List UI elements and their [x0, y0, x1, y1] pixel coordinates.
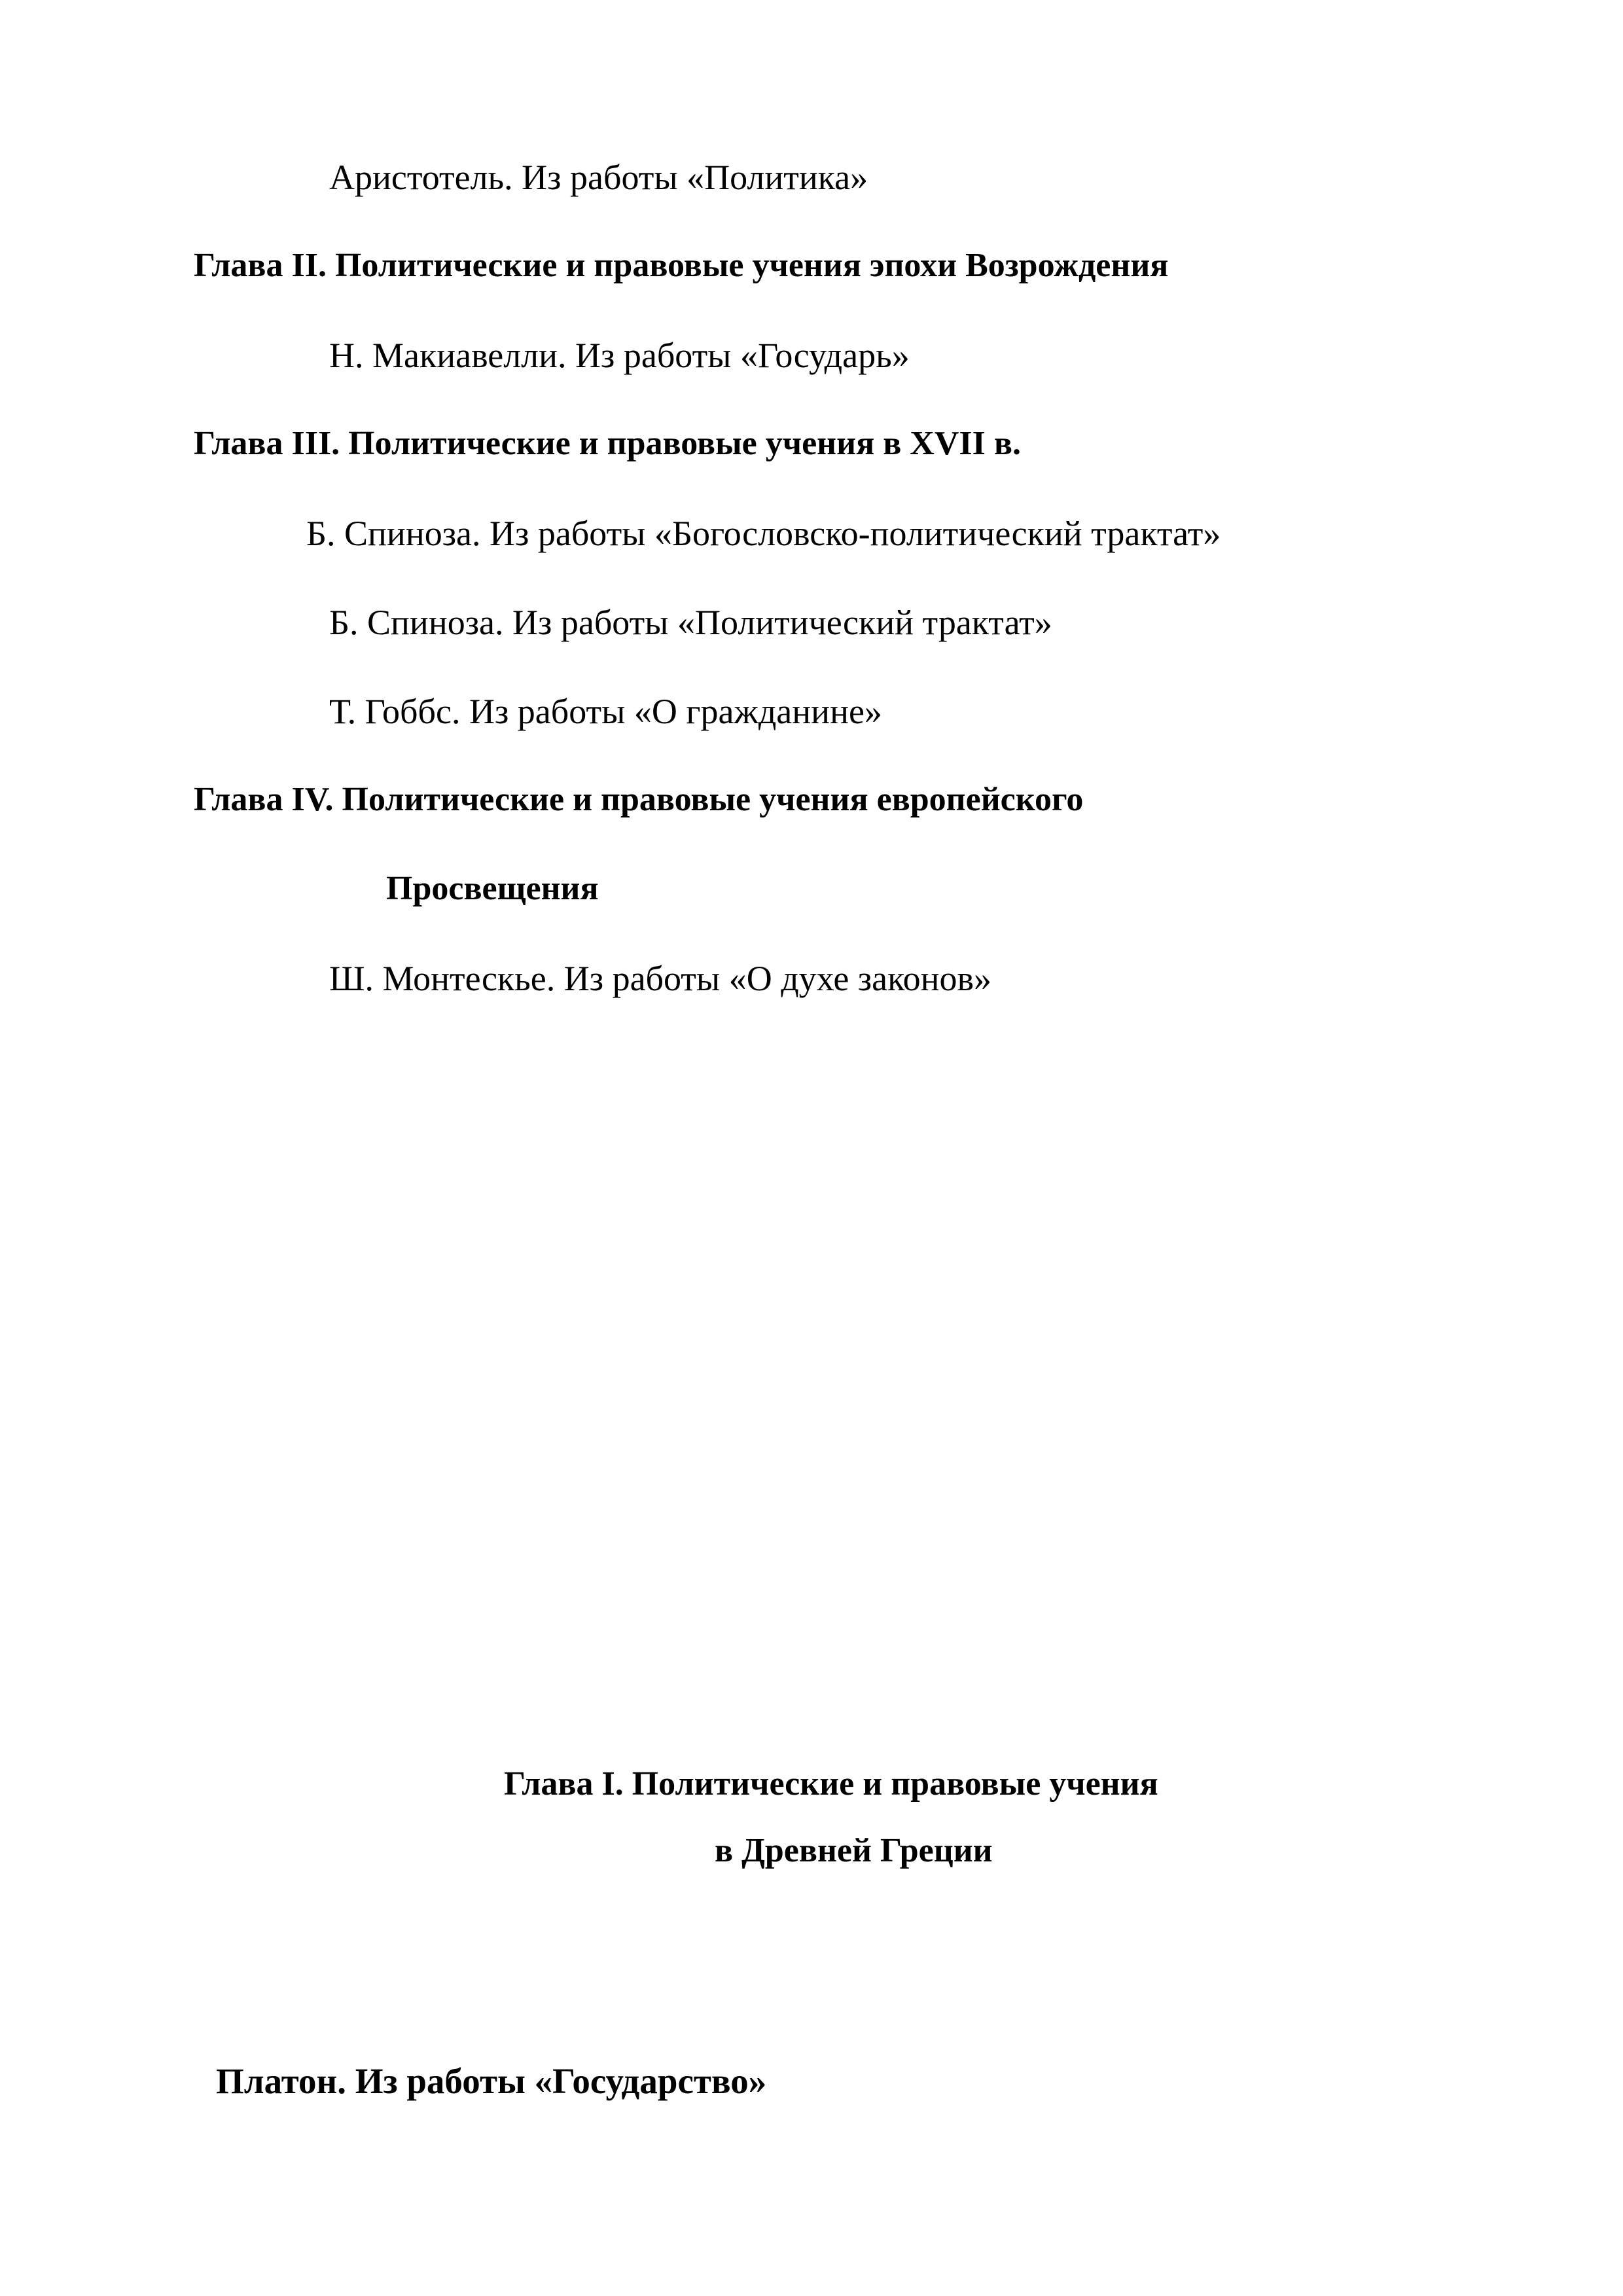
toc-chapter-4-title: Глава IV. Политические и правовые учения европейского	[194, 781, 1084, 818]
toc-entry-aristotle: Аристотель. Из работы «Политика»	[329, 158, 868, 197]
toc-chapter-3-title: Глава III. Политические и правовые учения в XVII в.	[194, 425, 1021, 462]
toc-chapter-2-title: Глава II. Политические и правовые учения эпохи Возрождения	[194, 247, 1169, 284]
toc-entry-montesquieu: Ш. Монтескье. Из работы «О духе законов»	[329, 959, 991, 998]
chapter-1-heading-continued: в Древней Греции	[715, 1832, 993, 1869]
toc-entry-spinoza-political: Б. Спиноза. Из работы «Политический трактат»	[329, 603, 1052, 642]
chapter-1-heading: Глава I. Политические и правовые учения	[504, 1765, 1158, 1803]
section-title-plato: Платон. Из работы «Государство»	[216, 2061, 767, 2101]
toc-entry-machiavelli: Н. Макиавелли. Из работы «Государь»	[329, 336, 910, 375]
toc-entry-hobbes: Т. Гоббс. Из работы «О гражданине»	[329, 692, 882, 731]
toc-chapter-4-title-continued: Просвещения	[386, 870, 599, 907]
toc-entry-spinoza-theological: Б. Спиноза. Из работы «Богословско-политический трактат»	[306, 514, 1221, 553]
